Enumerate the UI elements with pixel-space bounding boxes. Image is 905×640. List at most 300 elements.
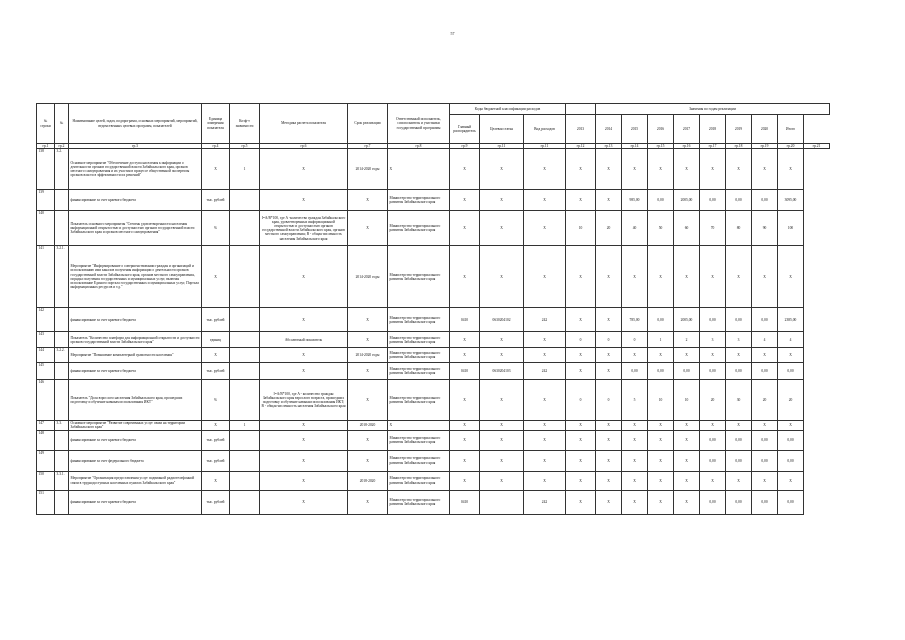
row-year-value: X — [648, 348, 674, 363]
row-total: X — [778, 246, 804, 308]
header-year: 2014 — [596, 115, 622, 144]
row-method: I=A/B*100, где A -количество граждан Забайкальского края, удовлетворенных информационной открытостью и доступностью органов государственной власти Забайкальского края, органов местного самоуправления; B - общая численность населения Забайкальского края — [260, 211, 348, 246]
row-year-value: 0,00 — [648, 363, 674, 380]
row-main-manager: X — [450, 450, 480, 471]
column-number-label: гр.12 — [566, 144, 596, 149]
header-name: Наименование целей, задач, подпрограмм, основных мероприятий, мероприятий, ведомственных целевых программ, показателей — [69, 104, 202, 144]
row-total: 0,00 — [778, 430, 804, 450]
row-year-value: 3 — [700, 332, 726, 348]
row-expense-type: X — [524, 450, 566, 471]
row-total: 3095,00 — [778, 190, 804, 211]
row-year-value: X — [752, 471, 778, 490]
row-target-article: X — [480, 332, 524, 348]
row-year-value: X — [752, 246, 778, 308]
row-term: X — [348, 211, 388, 246]
row-method: X — [260, 246, 348, 308]
row-year-value: 0,00 — [700, 490, 726, 514]
column-number-label: гр.18 — [726, 144, 752, 149]
row-year-value: X — [566, 490, 596, 514]
row-year-value: X — [596, 246, 622, 308]
row-number: 147 — [37, 421, 55, 430]
row-year-value: 5 — [622, 380, 648, 421]
row-total: X — [778, 149, 804, 190]
row-total: 100 — [778, 211, 804, 246]
row-main-manager: X — [450, 430, 480, 450]
header-code: № — [55, 104, 69, 144]
row-term: X — [348, 380, 388, 421]
row-main-manager: X — [450, 149, 480, 190]
row-code: 3.3. — [55, 421, 69, 430]
row-code: 3.3.1. — [55, 471, 69, 490]
row-number: 141 — [37, 246, 55, 308]
row-year-value: X — [566, 246, 596, 308]
row-year-value: X — [566, 430, 596, 450]
row-year-value: X — [596, 348, 622, 363]
row-name: финансирование за счет краевого бюджета — [69, 190, 202, 211]
row-code — [55, 211, 69, 246]
row-target-article: X — [480, 471, 524, 490]
row-coefficient — [230, 211, 260, 246]
row-total: 2385,00 — [778, 308, 804, 332]
column-number-label: гр.14 — [622, 144, 648, 149]
row-year-value: X — [622, 450, 648, 471]
row-code — [55, 190, 69, 211]
row-year-value: 40 — [622, 211, 648, 246]
row-expense-type: 242 — [524, 363, 566, 380]
header-year: 2015 — [622, 115, 648, 144]
row-year-value: X — [566, 190, 596, 211]
row-year-value: 0,00 — [726, 190, 752, 211]
row-unit: X — [202, 471, 230, 490]
row-target-article: X — [480, 450, 524, 471]
row-coefficient — [230, 450, 260, 471]
row-year-value: 0,00 — [648, 308, 674, 332]
row-main-manager: X — [450, 348, 480, 363]
row-expense-type: X — [524, 380, 566, 421]
row-year-value: 785,00 — [622, 308, 648, 332]
row-year-value: X — [648, 471, 674, 490]
header-unit: Единица измерения показателя — [202, 104, 230, 144]
row-responsible: X — [388, 421, 450, 430]
row-year-value: X — [596, 190, 622, 211]
row-unit: тыс. рублей — [202, 450, 230, 471]
row-year-value: X — [622, 421, 648, 430]
row-name: Мероприятие "Информирование о совершенствовании граждан и организаций и использованию ими каналов получения информации о деятельности органов государственной власти Забайкальского края, органов местного самоуправления, порядка получения государственных и муниципальных услуг, включая использование Единого портала государственных и муниципальных услуг, Портала информационных ресурсов и т.д." — [69, 246, 202, 308]
row-year-value: 80 — [726, 211, 752, 246]
column-number-label: гр.15 — [648, 144, 674, 149]
row-target-article: X — [480, 149, 524, 190]
row-year-value: X — [700, 348, 726, 363]
row-year-value: X — [622, 149, 648, 190]
row-year-value: 0,00 — [700, 190, 726, 211]
row-unit: тыс. рублей — [202, 308, 230, 332]
column-number-label: гр.2 — [55, 144, 69, 149]
header-budget-codes: Коды бюджетной классификации расходов — [450, 104, 566, 115]
row-year-value: X — [700, 149, 726, 190]
row-method: X — [260, 421, 348, 430]
row-number: 140 — [37, 211, 55, 246]
column-number-label: гр.21 — [804, 144, 830, 149]
row-coefficient — [230, 348, 260, 363]
row-responsible: X — [388, 149, 450, 190]
row-year-value: X — [674, 149, 700, 190]
row-name: финансирование за счет краевого бюджета — [69, 490, 202, 514]
row-year-value: 985,00 — [622, 190, 648, 211]
row-method: X — [260, 363, 348, 380]
column-number-label: гр.11 — [480, 144, 524, 149]
row-main-manager: X — [450, 471, 480, 490]
row-unit: тыс. рублей — [202, 363, 230, 380]
header-year: 2016 — [648, 115, 674, 144]
row-method: X — [260, 450, 348, 471]
header-year: 2013 — [566, 115, 596, 144]
row-year-value: X — [700, 246, 726, 308]
row-year-value: X — [596, 308, 622, 332]
row-year-value: 0,00 — [752, 450, 778, 471]
row-term: X — [348, 308, 388, 332]
row-code: 3.2.1. — [55, 246, 69, 308]
row-name: Показатель основного мероприятия "Степень удовлетворенности населения информационной открытостью и доступностью органов государственной власти Забайкальского края и органов местного самоуправления" — [69, 211, 202, 246]
row-year-value: X — [622, 430, 648, 450]
row-year-value: X — [566, 363, 596, 380]
table-row — [37, 190, 830, 211]
row-target-article: X — [480, 380, 524, 421]
row-year-value: X — [752, 421, 778, 430]
table-row — [37, 308, 830, 332]
header-target-article: Целевая статья — [480, 115, 524, 144]
row-name: финансирование за счет краевого бюджета — [69, 308, 202, 332]
row-main-manager: X — [450, 332, 480, 348]
table-row — [37, 450, 830, 471]
row-expense-type: 242 — [524, 490, 566, 514]
row-year-value: X — [622, 471, 648, 490]
row-year-value: X — [726, 471, 752, 490]
table-row — [37, 348, 830, 363]
row-year-value: X — [596, 450, 622, 471]
row-year-value: X — [648, 421, 674, 430]
row-expense-type: X — [524, 190, 566, 211]
row-number: 148 — [37, 430, 55, 450]
header-row-number: № строки — [37, 104, 55, 144]
row-year-value: X — [726, 149, 752, 190]
row-number: 149 — [37, 450, 55, 471]
row-unit: % — [202, 211, 230, 246]
header-values-by-year: Значения по годам реализации — [596, 104, 830, 115]
row-number: 142 — [37, 308, 55, 332]
row-year-value: 0,00 — [726, 490, 752, 514]
table-row — [37, 430, 830, 450]
row-name: Основное мероприятие "Обеспечение доступа населения к информации о деятельности органов государственной власти Забайкальского края, органов местного самоуправления и их участия в процессе общественной экспертизы органов власти в эффективности их решений" — [69, 149, 202, 190]
row-year-value: X — [566, 348, 596, 363]
row-year-value: X — [596, 490, 622, 514]
row-expense-type: X — [524, 332, 566, 348]
row-year-value: X — [566, 421, 596, 430]
table-row — [37, 490, 830, 514]
row-year-value: 0,00 — [752, 430, 778, 450]
row-total: 0,00 — [778, 490, 804, 514]
column-number-label: гр.1 — [37, 144, 55, 149]
row-year-value: X — [648, 246, 674, 308]
row-year-value: 10 — [566, 211, 596, 246]
row-main-manager: X — [450, 246, 480, 308]
row-target-article: 0630204103 — [480, 363, 524, 380]
column-number-label: гр.7 — [348, 144, 388, 149]
row-year-value: 10 — [648, 380, 674, 421]
header-responsible: Ответственный исполнитель, соисполнитель и участники государственной программы — [388, 104, 450, 144]
row-year-value: X — [674, 421, 700, 430]
column-number-label: гр.13 — [596, 144, 622, 149]
table-row — [37, 149, 830, 190]
row-total: X — [778, 421, 804, 430]
row-coefficient — [230, 332, 260, 348]
row-year-value: X — [726, 246, 752, 308]
row-year-value: X — [622, 348, 648, 363]
row-code — [55, 332, 69, 348]
row-code — [55, 363, 69, 380]
row-method: X — [260, 308, 348, 332]
row-total: 4 — [778, 332, 804, 348]
column-number-label: гр.11 — [524, 144, 566, 149]
row-expense-type: X — [524, 471, 566, 490]
row-term: X — [348, 430, 388, 450]
row-year-value: 0,00 — [726, 363, 752, 380]
row-responsible: Министерство территориального развития Забайкальского края — [388, 246, 450, 308]
row-term: 2014-2020 годы — [348, 348, 388, 363]
row-term: 2018-2020 — [348, 471, 388, 490]
row-year-value: X — [566, 308, 596, 332]
row-year-value: X — [566, 471, 596, 490]
header-main-manager: Главный распорядитель — [450, 115, 480, 144]
row-year-value: X — [674, 450, 700, 471]
table-row — [37, 363, 830, 380]
row-expense-type: X — [524, 246, 566, 308]
header-year: 2019 — [726, 115, 752, 144]
row-total: 20 — [778, 380, 804, 421]
row-name: Показатель "Количество платформ для информационной открытости и доступности органов государственной власти Забайкальского края" — [69, 332, 202, 348]
row-number: 138 — [37, 149, 55, 190]
row-responsible: Министерство территориального развития Забайкальского края — [388, 450, 450, 471]
row-coefficient — [230, 430, 260, 450]
table-row — [37, 211, 830, 246]
table-row — [37, 246, 830, 308]
row-term: 2018-2020 — [348, 421, 388, 430]
column-number-label: гр.16 — [674, 144, 700, 149]
row-number: 144 — [37, 348, 55, 363]
row-year-value: 0,00 — [700, 430, 726, 450]
row-year-value: X — [700, 471, 726, 490]
row-year-value: X — [752, 348, 778, 363]
header-year: 2017 — [674, 115, 700, 144]
row-main-manager: 0410 — [450, 490, 480, 514]
row-year-value: X — [596, 421, 622, 430]
header-total: Итого — [778, 115, 804, 144]
row-unit: тыс. рублей — [202, 430, 230, 450]
row-code — [55, 308, 69, 332]
row-year-value: X — [596, 471, 622, 490]
row-method: X — [260, 471, 348, 490]
row-unit: тыс. рублей — [202, 490, 230, 514]
row-name: финансирование за счет краевого бюджета — [69, 430, 202, 450]
row-main-manager: X — [450, 211, 480, 246]
row-main-manager: X — [450, 421, 480, 430]
row-expense-type: X — [524, 430, 566, 450]
column-number-label: гр.3 — [69, 144, 202, 149]
header-expense-type: Вид расходов — [524, 115, 566, 144]
row-year-value: X — [648, 430, 674, 450]
row-year-value: X — [622, 246, 648, 308]
row-year-value: 0,00 — [752, 190, 778, 211]
column-number-label: гр.5 — [230, 144, 260, 149]
row-coefficient — [230, 380, 260, 421]
row-main-manager: 0410 — [450, 363, 480, 380]
row-expense-type: X — [524, 348, 566, 363]
row-number: 139 — [37, 190, 55, 211]
header-year: 2020 — [752, 115, 778, 144]
row-unit: X — [202, 348, 230, 363]
row-year-value: 0,00 — [726, 308, 752, 332]
row-code — [55, 430, 69, 450]
row-term: X — [348, 490, 388, 514]
row-code: 3.2. — [55, 149, 69, 190]
row-target-article: X — [480, 430, 524, 450]
table-row — [37, 471, 830, 490]
row-year-value: 2005,00 — [674, 190, 700, 211]
table-row — [37, 332, 830, 348]
row-method: X — [260, 190, 348, 211]
row-code — [55, 450, 69, 471]
row-year-value: 0 — [566, 380, 596, 421]
row-year-value: X — [752, 149, 778, 190]
row-responsible: Министерство территориального развития Забайкальского края — [388, 348, 450, 363]
row-year-value: 0 — [596, 380, 622, 421]
row-target-article: X — [480, 190, 524, 211]
row-code: 3.2.2. — [55, 348, 69, 363]
row-year-value: X — [596, 149, 622, 190]
row-year-value: X — [674, 490, 700, 514]
row-year-value: 0 — [622, 332, 648, 348]
row-year-value: 0 — [596, 332, 622, 348]
column-number-label: гр.6 — [260, 144, 348, 149]
row-responsible: Министерство территориального развития Забайкальского края — [388, 380, 450, 421]
row-term: X — [348, 190, 388, 211]
row-year-value: 20 — [596, 211, 622, 246]
row-year-value: X — [674, 246, 700, 308]
table-row — [37, 380, 830, 421]
row-name: финансирование за счет краевого бюджета — [69, 363, 202, 380]
row-year-value: 3 — [726, 332, 752, 348]
row-year-value: 0,00 — [752, 308, 778, 332]
row-term: 2014-2020 годы — [348, 246, 388, 308]
row-number: 151 — [37, 490, 55, 514]
row-target-article — [480, 490, 524, 514]
row-code — [55, 490, 69, 514]
row-year-value: 0,00 — [674, 363, 700, 380]
column-number-label: гр.9 — [450, 144, 480, 149]
row-name: финансирование за счет федерального бюджета — [69, 450, 202, 471]
row-year-value: 20 — [752, 380, 778, 421]
column-number-label: гр.20 — [778, 144, 804, 149]
program-table — [36, 103, 830, 515]
row-number: 146 — [37, 380, 55, 421]
row-year-value: X — [674, 430, 700, 450]
row-unit: единиц — [202, 332, 230, 348]
row-year-value: X — [674, 348, 700, 363]
row-name: Мероприятие "Повышение компьютерной грамотности населения" — [69, 348, 202, 363]
row-main-manager: 0410 — [450, 308, 480, 332]
row-name: Основное мероприятие "Развитие современных услуг связи на территории Забайкальского края" — [69, 421, 202, 430]
row-method: X — [260, 430, 348, 450]
header-coefficient: Коэф-т значимости — [230, 104, 260, 144]
header-year: 2018 — [700, 115, 726, 144]
row-name: Мероприятие "Организация предоставления услуг подвижной радиотелефонной связи в труднодоступных населенных пунктах Забайкальского края" — [69, 471, 202, 490]
row-year-value: X — [648, 450, 674, 471]
row-year-value: 2 — [674, 332, 700, 348]
row-year-value: 0,00 — [648, 190, 674, 211]
row-main-manager: X — [450, 190, 480, 211]
row-unit: тыс. рублей — [202, 190, 230, 211]
row-year-value: X — [596, 363, 622, 380]
row-target-article: X — [480, 421, 524, 430]
row-number: 143 — [37, 332, 55, 348]
row-year-value: X — [700, 421, 726, 430]
row-year-value: X — [726, 421, 752, 430]
row-coefficient — [230, 308, 260, 332]
row-target-article: X — [480, 211, 524, 246]
row-year-value: X — [566, 450, 596, 471]
row-unit: % — [202, 380, 230, 421]
row-coefficient — [230, 471, 260, 490]
row-year-value: 0,00 — [700, 308, 726, 332]
row-year-value: 10 — [674, 380, 700, 421]
header-method: Методика расчета показателя — [260, 104, 348, 144]
row-main-manager: X — [450, 380, 480, 421]
row-responsible: Министерство территориального развития Забайкальского края — [388, 471, 450, 490]
row-year-value: X — [726, 348, 752, 363]
row-responsible: Министерство территориального развития Забайкальского края — [388, 490, 450, 514]
row-year-value: 1 — [648, 332, 674, 348]
row-year-value: X — [648, 149, 674, 190]
row-total: X — [778, 348, 804, 363]
row-number: 150 — [37, 471, 55, 490]
row-year-value: X — [674, 471, 700, 490]
row-year-value: X — [566, 149, 596, 190]
row-term: X — [348, 450, 388, 471]
column-number-label: гр.8 — [388, 144, 450, 149]
row-year-value: 60 — [674, 211, 700, 246]
row-responsible: Министерство территориального развития Забайкальского края — [388, 363, 450, 380]
row-term: X — [348, 332, 388, 348]
row-coefficient: 1 — [230, 149, 260, 190]
row-total: X — [778, 471, 804, 490]
page-number: 57 — [450, 31, 455, 36]
row-responsible: Министерство территориального развития Забайкальского края — [388, 308, 450, 332]
column-number-label: гр.17 — [700, 144, 726, 149]
row-responsible: Министерство территориального развития Забайкальского края — [388, 332, 450, 348]
row-unit: X — [202, 421, 230, 430]
column-number-label: гр.19 — [752, 144, 778, 149]
row-expense-type: 242 — [524, 308, 566, 332]
row-coefficient — [230, 490, 260, 514]
row-coefficient — [230, 363, 260, 380]
column-number-label: гр.4 — [202, 144, 230, 149]
row-year-value: 0,00 — [752, 363, 778, 380]
row-year-value: 0,00 — [622, 363, 648, 380]
row-term: X — [348, 363, 388, 380]
row-code — [55, 380, 69, 421]
row-year-value: 4 — [752, 332, 778, 348]
row-target-article: 0630204102 — [480, 308, 524, 332]
row-coefficient: 1 — [230, 421, 260, 430]
